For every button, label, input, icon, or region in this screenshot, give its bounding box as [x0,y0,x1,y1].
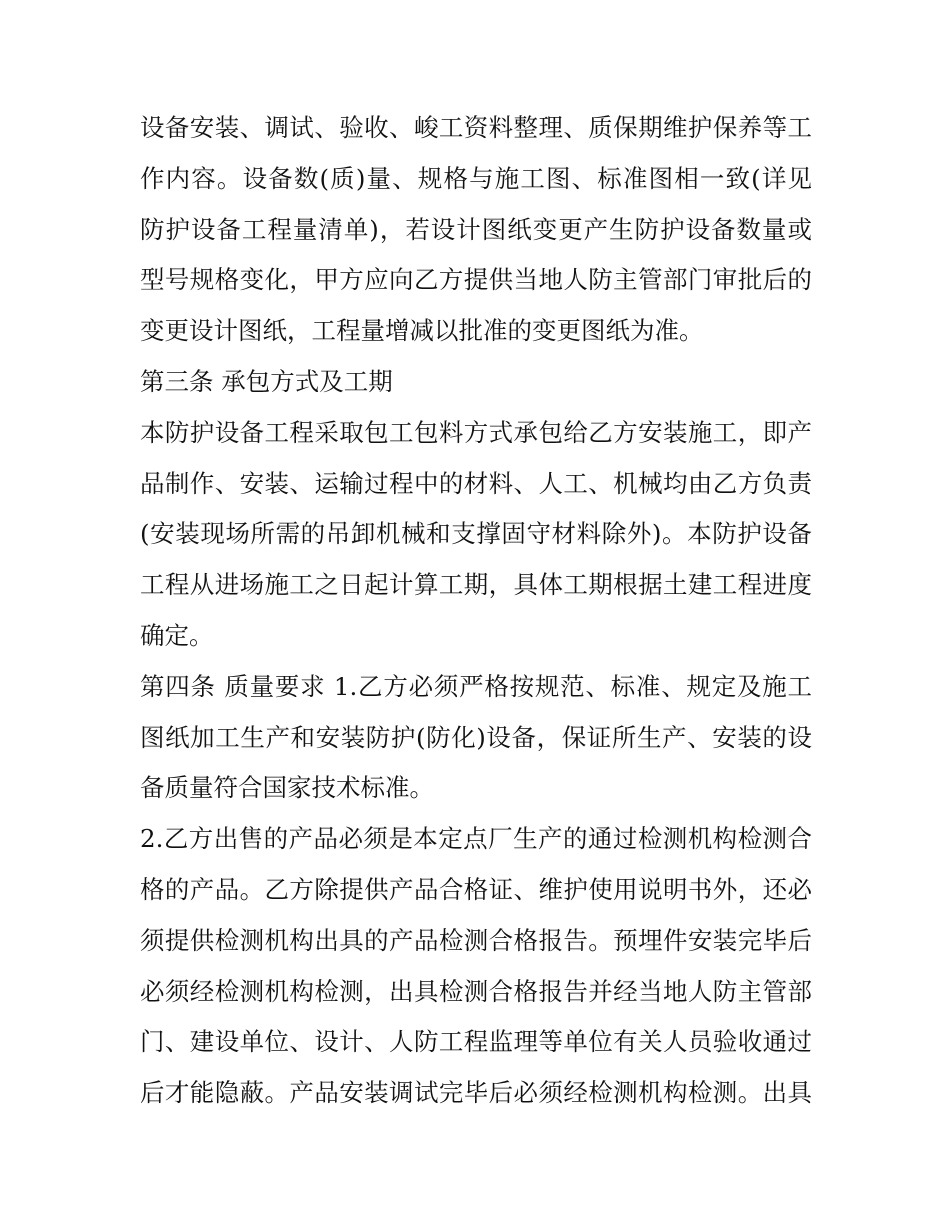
text-line: 第四条 质量要求 1.乙方必须严格按规范、标准、规定及施工 [140,671,812,701]
text-line: 品制作、安装、运输过程中的材料、人工、机械均由乙方负责 [140,468,812,498]
text-line: 作内容。设备数(质)量、规格与施工图、标准图相一致(详见 [140,163,812,193]
text-line: 确定。 [140,620,214,650]
text-line: 须提供检测机构出具的产品检测合格报告。预埋件安装完毕后 [140,925,812,955]
text-line: 型号规格变化，甲方应向乙方提供当地人防主管部门审批后的 [140,265,812,295]
text-line: 必须经检测机构检测，出具检测合格报告并经当地人防主管部 [140,976,812,1006]
text-line: 2.乙方出售的产品必须是本定点厂生产的通过检测机构检测合 [140,824,812,854]
text-line: 变更设计图纸，工程量增减以批准的变更图纸为准。 [140,316,704,346]
text-line: 格的产品。乙方除提供产品合格证、维护使用说明书外，还必 [140,874,812,904]
text-line: (安装现场所需的吊卸机械和支撑固守材料除外)。本防护设备 [140,519,812,549]
text-line: 第三条 承包方式及工期 [140,366,393,396]
text-line: 工程从进场施工之日起计算工期，具体工期根据土建工程进度 [140,570,812,600]
text-line: 本防护设备工程采取包工包料方式承包给乙方安装施工，即产 [140,417,812,447]
text-line: 门、建设单位、设计、人防工程监理等单位有关人员验收通过 [140,1027,812,1057]
text-line: 备质量符合国家技术标准。 [140,773,434,803]
text-line: 防护设备工程量清单)，若设计图纸变更产生防护设备数量或 [140,214,812,244]
text-line: 图纸加工生产和安装防护(防化)设备，保证所生产、安装的设 [140,722,812,752]
text-line: 后才能隐蔽。产品安装调试完毕后必须经检测机构检测。出具 [140,1078,812,1108]
document-body-text [140,103,812,1119]
text-line: 设备安装、调试、验收、峻工资料整理、质保期维护保养等工 [140,113,812,142]
